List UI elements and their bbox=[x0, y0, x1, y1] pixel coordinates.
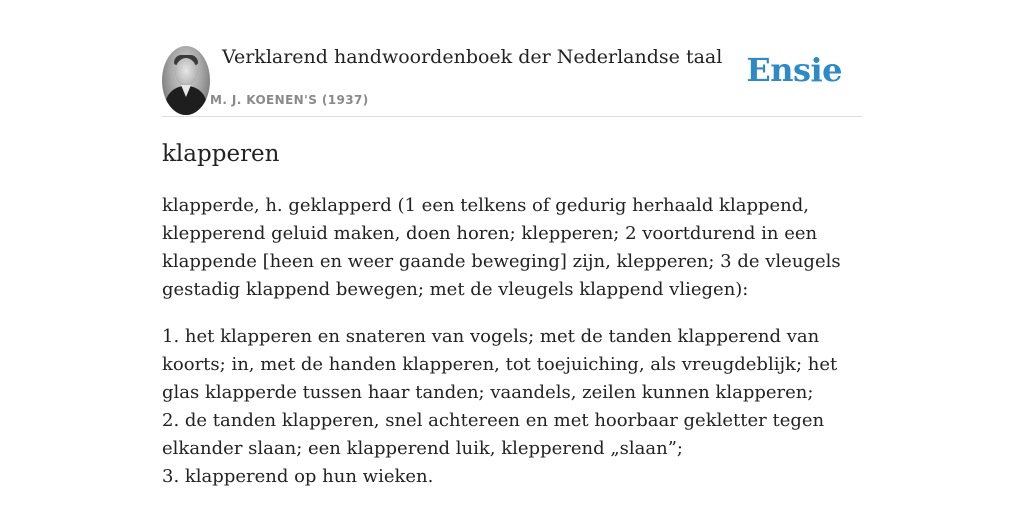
entry-definition: klapperde, h. geklapperd (1 een telkens of gedurig herhaald klappend, klepperend geluid maken, doen horen; klepperen; 2 voortdurend in een klappende [heen en weer gaande beweging] zijn, klepperen; 3 de vleugels gestadig klappend bewegen; met de vleugels klappend vliegen): bbox=[162, 195, 841, 300]
book-title[interactable]: Verklarend handwoordenboek der Nederlandse taal bbox=[222, 46, 723, 68]
entry-senses bbox=[162, 323, 862, 491]
ensie-logo-link[interactable]: Ensie bbox=[746, 51, 842, 89]
sense-item: 2. de tanden klapperen, snel achtereen en met hoorbaar gekletter tegen elkander slaan; een klapperend luik, klepperend „slaan”; bbox=[162, 410, 825, 459]
author-portrait bbox=[162, 46, 210, 115]
page-container bbox=[162, 0, 862, 487]
entry-headword: klapperen bbox=[162, 141, 280, 167]
sense-item: 3. klapperend op hun wieken. bbox=[162, 466, 434, 487]
dictionary-header bbox=[162, 0, 862, 117]
author-credit: M. J. KOENEN'S (1937) bbox=[210, 93, 369, 107]
sense-item: 1. het klapperen en snateren van vogels; met de tanden klapperend van koorts; in, met de handen klapperen, tot toejuiching, als vreugdeblijk; het glas klapperde tussen haar tanden; vaandels, zeilen kunnen klapperen; bbox=[162, 326, 838, 403]
